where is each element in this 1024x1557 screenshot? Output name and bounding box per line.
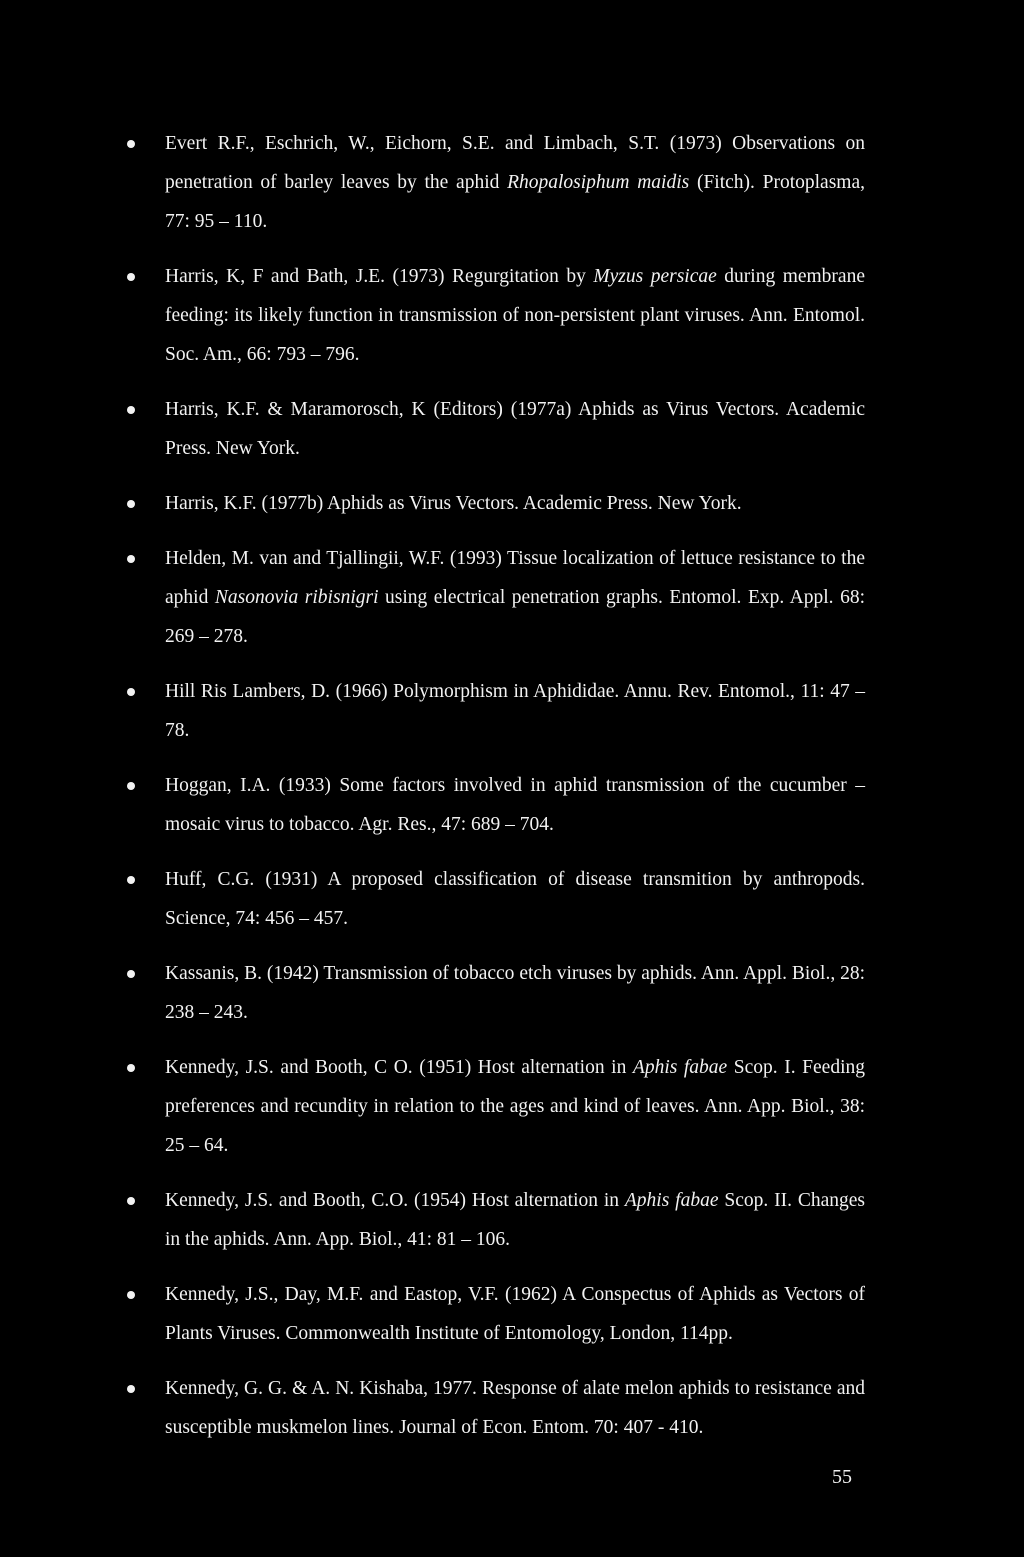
- species-name: Myzus persicae: [593, 266, 717, 287]
- reference-entry: [125, 539, 865, 656]
- reference-entry: [125, 672, 865, 750]
- reference-entry: [125, 390, 865, 468]
- species-name: Aphis fabae: [624, 1190, 719, 1211]
- reference-list: [125, 124, 865, 1447]
- bullet-icon: [127, 273, 135, 281]
- reference-text: Kassanis, B. (1942) Transmission of tobacco etch viruses by aphids. Ann. Appl. Biol., 28: 238 – 243.: [165, 963, 865, 1023]
- reference-text: Kennedy, J.S. and Booth, C.O. (1954) Host alternation in: [165, 1190, 625, 1211]
- bullet-icon: [127, 1197, 135, 1205]
- reference-text: Scop. I. Feeding preferences and recundity in relation to the ages and kind of leaves. Ann. App. Biol., 38: 25 – 64.: [165, 1057, 865, 1156]
- reference-entry: [125, 1181, 865, 1259]
- reference-entry: [125, 257, 865, 374]
- reference-entry: [125, 1048, 865, 1165]
- reference-text: Kennedy, G. G. & A. N. Kishaba, 1977. Response of alate melon aphids to resistance and susceptible muskmelon lines. Journal of Econ. Entom. 70: 407 - 410.: [165, 1378, 865, 1438]
- reference-text: Harris, K.F. (1977b) Aphids as Virus Vectors. Academic Press. New York.: [165, 493, 742, 514]
- reference-text: Helden, M. van and Tjallingii, W.F. (1993) Tissue localization of lettuce resistance to the aphid: [165, 548, 865, 608]
- reference-text: Kennedy, J.S. and Booth, C O. (1951) Host alternation in: [165, 1057, 633, 1078]
- reference-text: Huff, C.G. (1931) A proposed classification of disease transmition by anthropods. Science, 74: 456 – 457.: [165, 869, 865, 929]
- bullet-icon: [127, 1064, 135, 1072]
- bullet-icon: [127, 1385, 135, 1393]
- reference-entry: [125, 1275, 865, 1353]
- reference-text: using electrical penetration graphs. Entomol. Exp. Appl. 68: 269 – 278.: [165, 587, 866, 647]
- reference-entry: [125, 766, 865, 844]
- bullet-icon: [127, 970, 135, 978]
- species-name: Nasonovia ribisnigri: [214, 587, 379, 608]
- bullet-icon: [127, 500, 135, 508]
- reference-entry: [125, 1369, 865, 1447]
- reference-entry: [125, 860, 865, 938]
- reference-text: during membrane feeding: its likely function in transmission of non-persistent plant viruses. Ann. Entomol. Soc. Am., 66: 793 – 796.: [165, 266, 865, 365]
- reference-text: Kennedy, J.S., Day, M.F. and Eastop, V.F. (1962) A Conspectus of Aphids as Vectors of Plants Viruses. Commonwealth Institute of Entomology, London, 114pp.: [165, 1284, 865, 1344]
- bullet-icon: [127, 406, 135, 414]
- reference-entry: [125, 484, 865, 523]
- reference-text: Harris, K.F. & Maramorosch, K (Editors) (1977a) Aphids as Virus Vectors. Academic Press. New York.: [165, 399, 865, 459]
- bullet-icon: [127, 782, 135, 790]
- reference-text: Hoggan, I.A. (1933) Some factors involved in aphid transmission of the cucumber – mosaic virus to tobacco. Agr. Res., 47: 689 – 704.: [165, 775, 865, 835]
- reference-text: Evert R.F., Eschrich, W., Eichorn, S.E. and Limbach, S.T. (1973) Observations on penetration of barley leaves by the aphid: [165, 133, 865, 193]
- bullet-icon: [127, 876, 135, 884]
- reference-text: Hill Ris Lambers, D. (1966) Polymorphism in Aphididae. Annu. Rev. Entomol., 11: 47 – 78.: [165, 681, 865, 741]
- reference-entry: [125, 124, 865, 241]
- page-number: 55: [832, 1466, 852, 1488]
- species-name: Rhopalosiphum maidis: [507, 172, 690, 193]
- reference-text: Harris, K, F and Bath, J.E. (1973) Regurgitation by: [165, 266, 594, 287]
- bullet-icon: [127, 688, 135, 696]
- reference-entry: [125, 954, 865, 1032]
- bullet-icon: [127, 140, 135, 148]
- reference-text: Scop. II. Changes in the aphids. Ann. App. Biol., 41: 81 – 106.: [165, 1190, 865, 1250]
- species-name: Aphis fabae: [632, 1057, 728, 1078]
- bullet-icon: [127, 555, 135, 563]
- reference-text: (Fitch). Protoplasma, 77: 95 – 110.: [165, 172, 865, 232]
- bullet-icon: [127, 1291, 135, 1299]
